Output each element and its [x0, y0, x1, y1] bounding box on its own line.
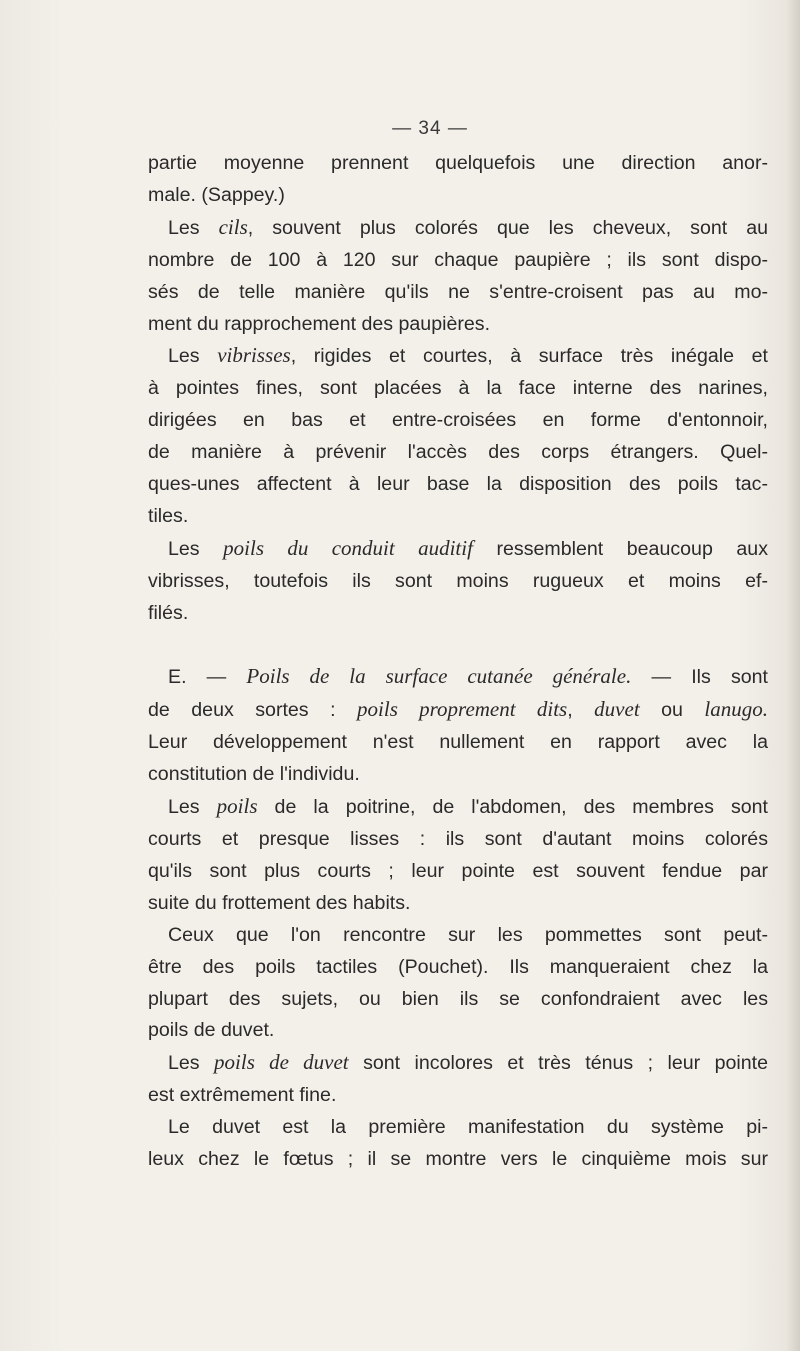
- text-line: poils de duvet.: [148, 1019, 275, 1042]
- text-line: [148, 212, 768, 245]
- text-line: [148, 791, 768, 824]
- body-text: [148, 148, 768, 1176]
- text-span: ressemblent beaucoup aux: [472, 537, 768, 560]
- text-line: constitution de l'individu.: [148, 763, 360, 786]
- text-span: Les: [168, 216, 219, 239]
- text-line: [148, 340, 768, 373]
- text-line: être des poils tactiles (Pouchet). Ils manqueraient chez la: [148, 955, 768, 978]
- text-line: [148, 533, 768, 566]
- text-line: suite du frottement des habits.: [148, 891, 411, 914]
- text-span: de la poitrine, de l'abdomen, des membres sont: [257, 796, 768, 819]
- italic-term: poils proprement dits: [357, 697, 568, 722]
- italic-term: poils: [216, 794, 258, 819]
- text-span: ,: [567, 699, 595, 722]
- text-span: — Ils sont: [631, 666, 768, 689]
- text-line: de manière à prévenir l'accès des corps étrangers. Quel-: [148, 441, 768, 464]
- italic-term: poils du conduit auditif: [223, 535, 473, 560]
- text-line: Le duvet est la première manifestation du système pi-: [168, 1116, 768, 1139]
- text-span: ou: [639, 699, 705, 722]
- text-line: tiles.: [148, 504, 189, 527]
- text-line: [148, 694, 768, 727]
- section-heading-line: [148, 661, 768, 694]
- italic-term: lanugo.: [704, 697, 769, 722]
- text-span: Les: [168, 537, 224, 560]
- section-letter: E. —: [168, 666, 247, 689]
- text-span: Les: [168, 1052, 215, 1075]
- italic-term: poils de duvet: [214, 1050, 349, 1075]
- text-span: Les: [168, 345, 218, 368]
- text-line: à pointes fines, sont placées à la face interne des narines,: [148, 377, 768, 400]
- italic-term: duvet: [594, 697, 640, 722]
- text-line: ment du rapprochement des paupières.: [148, 312, 491, 335]
- page-number: — 34 —: [392, 118, 468, 139]
- text-span: Les: [168, 796, 217, 819]
- italic-term: cils: [218, 214, 248, 239]
- text-line: Ceux que l'on rencontre sur les pommettes sont peut-: [168, 923, 768, 946]
- text-span: sont incolores et très ténus ; leur pointe: [348, 1052, 769, 1075]
- text-line: male. (Sappey.): [148, 183, 285, 206]
- text-line: plupart des sujets, ou bien ils se confondraient avec les: [148, 987, 768, 1010]
- text-line: leux chez le fœtus ; il se montre vers le cinquième mois sur: [148, 1148, 768, 1171]
- text-line: courts et presque lisses : ils sont d'autant moins colorés: [148, 828, 768, 851]
- text-line: vibrisses, toutefois ils sont moins rugueux et moins ef-: [148, 569, 768, 592]
- text-line: partie moyenne prennent quelquefois une direction anor-: [148, 152, 768, 174]
- paragraph-gap: [148, 630, 768, 662]
- text-line: qu'ils sont plus courts ; leur pointe est souvent fendue par: [148, 859, 768, 882]
- text-line: est extrêmement fine.: [148, 1084, 337, 1107]
- text-line: filés.: [148, 601, 189, 624]
- section-title: Poils de la surface cutanée générale.: [246, 664, 632, 689]
- italic-term: vibrisses: [217, 343, 291, 368]
- text-line: nombre de 100 à 120 sur chaque paupière ; ils sont dispo-: [148, 248, 768, 271]
- text-span: , rigides et courtes, à surface très inégale et: [290, 345, 768, 368]
- text-line: ques-unes affectent à leur base la disposition des poils tac-: [148, 473, 768, 496]
- text-span: de deux sortes :: [148, 699, 358, 722]
- text-span: , souvent plus colorés que les cheveux, sont au: [247, 216, 768, 239]
- text-line: sés de telle manière qu'ils ne s'entre-croisent pas au mo-: [148, 280, 768, 303]
- text-line: [148, 1047, 768, 1080]
- text-line: dirigées en bas et entre-croisées en forme d'entonnoir,: [148, 409, 768, 432]
- text-line: Leur développement n'est nullement en rapport avec la: [148, 731, 768, 754]
- page-edge-shadow: [786, 0, 800, 1351]
